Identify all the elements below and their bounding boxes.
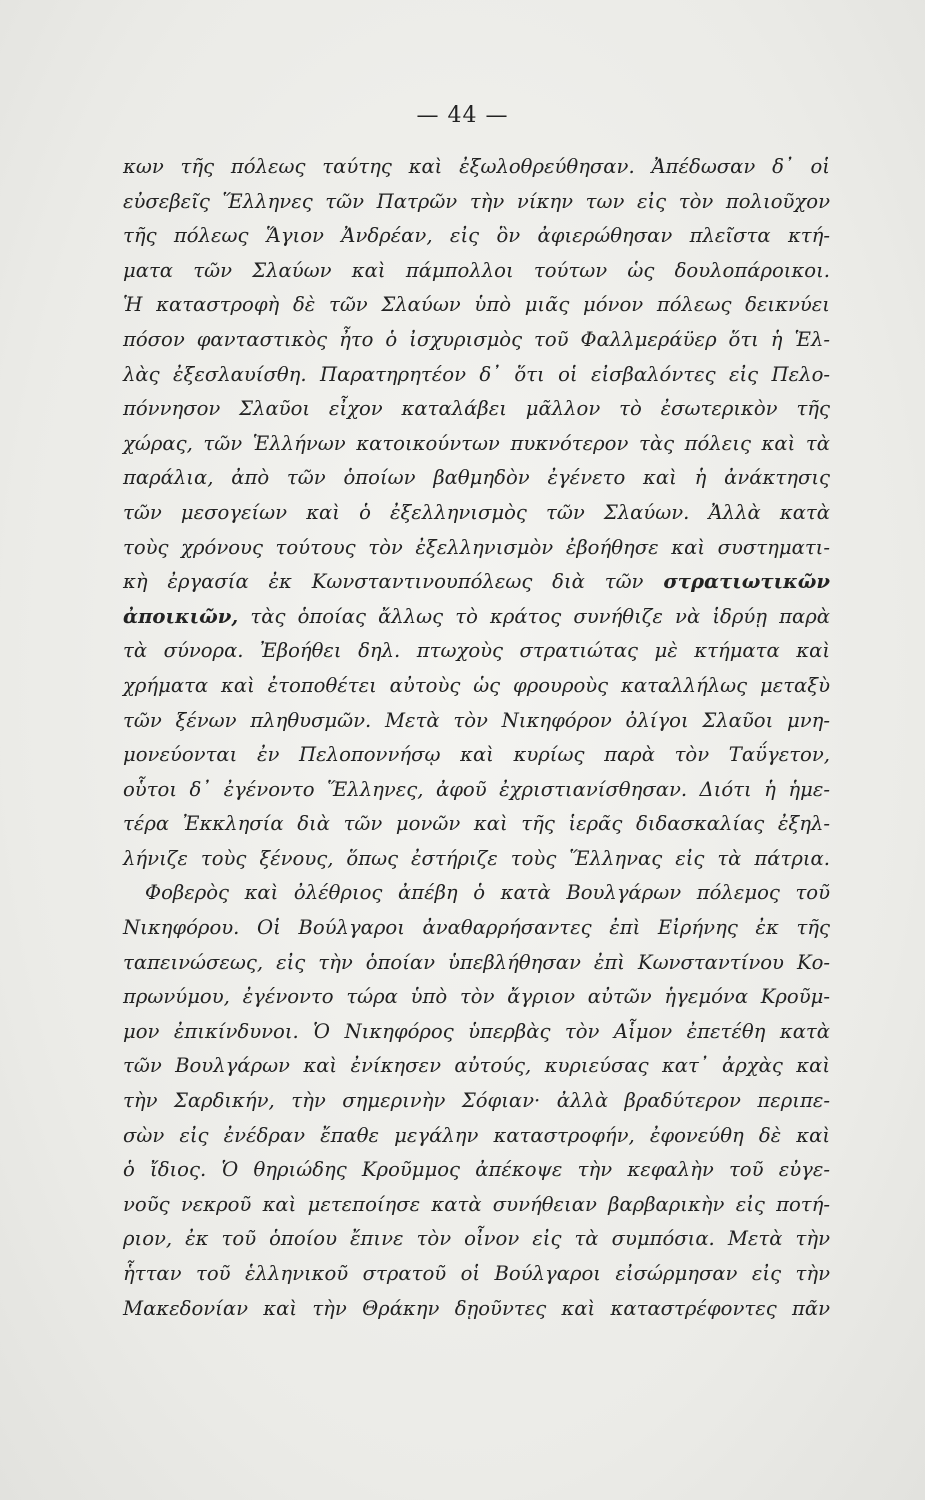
emphasized-term: στρατιωτικῶν [663,570,830,594]
text-line-content: Μακεδονίαν καὶ τὴν Θράκην δῃοῦντες καὶ καταστρέφοντες πᾶν [123,1296,830,1320]
text-line-content: οὗτοι δ᾽ ἐγένοντο Ἕλληνες, ἀφοῦ ἐχριστιανίσθησαν. Διότι ἡ ἡμε- [123,777,830,801]
text-line-content: εὐσεβεῖς Ἕλληνες τῶν Πατρῶν τὴν νίκην των εἰς τὸν πολιοῦχον [123,189,830,213]
text-line [123,461,830,496]
text-line [123,842,830,877]
text-line [123,1222,830,1257]
text-line-content: τῶν μεσογείων καὶ ὁ ἐξελληνισμὸς τῶν Σλαύων. Ἀλλὰ κατὰ [123,500,830,524]
text-line [123,1049,830,1084]
text-line-content: πόσον φανταστικὸς ἦτο ὁ ἰσχυρισμὸς τοῦ Φαλλμεράϋερ ὅτι ἡ Ἑλ- [123,327,830,351]
text-line [123,669,830,704]
text-line [123,531,830,566]
text-line-content: νοῦς νεκροῦ καὶ μετεποίησε κατὰ συνήθειαν βαρβαρικὴν εἰς ποτή- [123,1192,830,1216]
text-line [123,219,830,254]
text-line [123,738,830,773]
text-line-content: τέρα Ἐκκλησία διὰ τῶν μονῶν καὶ τῆς ἱερᾶς διδασκαλίας ἐξηλ- [123,812,830,836]
text-line-content: τὰς ὁποίας ἄλλως τὸ κράτος συνήθιζε νὰ ἱδρύῃ παρὰ [250,604,831,628]
text-line [123,288,830,323]
text-line [123,876,830,911]
text-line [123,358,830,393]
text-line-content: τῆς πόλεως Ἅγιον Ἀνδρέαν, εἰς ὃν ἀφιερώθησαν πλεῖστα κτή- [123,224,830,248]
text-line [123,565,830,600]
text-line [123,773,830,808]
text-line-content: χρήματα καὶ ἐτοποθέτει αὐτοὺς ὡς φρουροὺς καταλλήλως μεταξὺ [123,673,830,697]
body-text [123,150,830,1326]
text-line-content: πόννησον Σλαῦοι εἶχον καταλάβει μᾶλλον τὸ ἐσωτερικὸν τῆς [123,397,830,421]
text-line-content: παράλια, ἀπὸ τῶν ὁποίων βαθμηδὸν ἐγένετο καὶ ἡ ἀνάκτησις [123,466,830,490]
text-line-content: Φοβερὸς καὶ ὀλέθριος ἀπέβη ὁ κατὰ Βουλγάρων πόλεμος τοῦ [145,881,830,905]
text-line-content: τοὺς χρόνους τούτους τὸν ἐξελληνισμὸν ἐβοήθησε καὶ συστηματι- [123,535,830,559]
text-line-content: μονεύονται ἐν Πελοποννήσῳ καὶ κυρίως παρὰ τὸν Ταΰγετον, [123,743,830,767]
text-line [123,704,830,739]
text-line-content: ματα τῶν Σλαύων καὶ πάμπολλοι τούτων ὡς δουλοπάροικοι. [123,258,830,282]
text-line-content: τῶν ξένων πληθυσμῶν. Μετὰ τὸν Νικηφόρον ὀλίγοι Σλαῦοι μνη- [123,708,830,732]
text-line-content: τὰ σύνορα. Ἐβοήθει δηλ. πτωχοὺς στρατιώτας μὲ κτήματα καὶ [123,639,830,663]
text-line-content: λὰς ἐξεσλαυίσθη. Παρατηρητέον δ᾽ ὅτι οἱ εἰσβαλόντες εἰς Πελο- [123,362,830,386]
text-line-content: ἧτταν τοῦ ἑλληνικοῦ στρατοῦ οἱ Βούλγαροι εἰσώρμησαν εἰς τὴν [123,1262,830,1285]
text-line-content: λήνιζε τοὺς ξένους, ὅπως ἐστήριζε τοὺς Ἕλληνας εἰς τὰ πάτρια. [123,846,830,870]
text-line [123,392,830,427]
text-line [123,496,830,531]
text-line [123,323,830,358]
text-line [123,980,830,1015]
text-line [123,150,830,185]
text-line-content: Νικηφόρου. Οἱ Βούλγαροι ἀναθαρρήσαντες ἐπὶ Εἰρήνης ἐκ τῆς [123,916,830,940]
text-line-content: χώρας, τῶν Ἑλλήνων κατοικούντων πυκνότερον τὰς πόλεις καὶ τὰ [123,431,830,455]
text-line [123,1153,830,1188]
text-line-content: τὴν Σαρδικήν, τὴν σημερινὴν Σόφιαν· ἀλλὰ βραδύτερον περιπε- [123,1089,830,1113]
text-line [123,946,830,981]
text-line-content: Ἡ καταστροφὴ δὲ τῶν Σλαύων ὑπὸ μιᾶς μόνον πόλεως δεικνύει [123,293,830,317]
text-line [123,634,830,669]
text-line [123,1257,830,1292]
text-line-content: κὴ ἐργασία ἐκ Κωνσταντινουπόλεως διὰ τῶν [123,570,644,594]
text-line-content: σὼν εἰς ἐνέδραν ἔπαθε μεγάλην καταστροφήν, ἐφονεύθη δὲ καὶ [123,1123,830,1147]
text-line [123,911,830,946]
text-line-content: πρωνύμου, ἐγένοντο τώρα ὑπὸ τὸν ἄγριον αὐτῶν ἡγεμόνα Κροῦμ- [123,985,830,1009]
emphasized-term: ἀποικιῶν, [123,604,239,628]
text-line [123,427,830,462]
text-line [123,1119,830,1154]
text-line [123,600,830,635]
text-line-content: ριον, ἐκ τοῦ ὁποίου ἔπινε τὸν οἶνον εἰς τὰ συμπόσια. Μετὰ τὴν [123,1227,830,1251]
text-line [123,254,830,289]
text-line [123,807,830,842]
text-line [123,185,830,220]
text-line-content: κων τῆς πόλεως ταύτης καὶ ἐξωλοθρεύθησαν. Ἀπέδωσαν δ᾽ οἱ [123,155,830,178]
text-line-content: τῶν Βουλγάρων καὶ ἐνίκησεν αὐτούς, κυριεύσας κατ᾽ ἀρχὰς καὶ [123,1054,830,1078]
text-line [123,1084,830,1119]
text-line-content: ὁ ἴδιος. Ὁ θηριώδης Κροῦμμος ἀπέκοψε τὴν κεφαλὴν τοῦ εὐγε- [123,1158,830,1182]
page-number: — 44 — [416,103,509,128]
text-line [123,1292,830,1327]
text-line-content: ταπεινώσεως, εἰς τὴν ὁποίαν ὑπεβλήθησαν ἐπὶ Κωνσταντίνου Κο- [123,950,830,974]
text-line [123,1015,830,1050]
text-line [123,1188,830,1223]
text-line-content: μον ἐπικίνδυνοι. Ὁ Νικηφόρος ὑπερβὰς τὸν Αἷμον ἐπετέθη κατὰ [123,1019,830,1043]
